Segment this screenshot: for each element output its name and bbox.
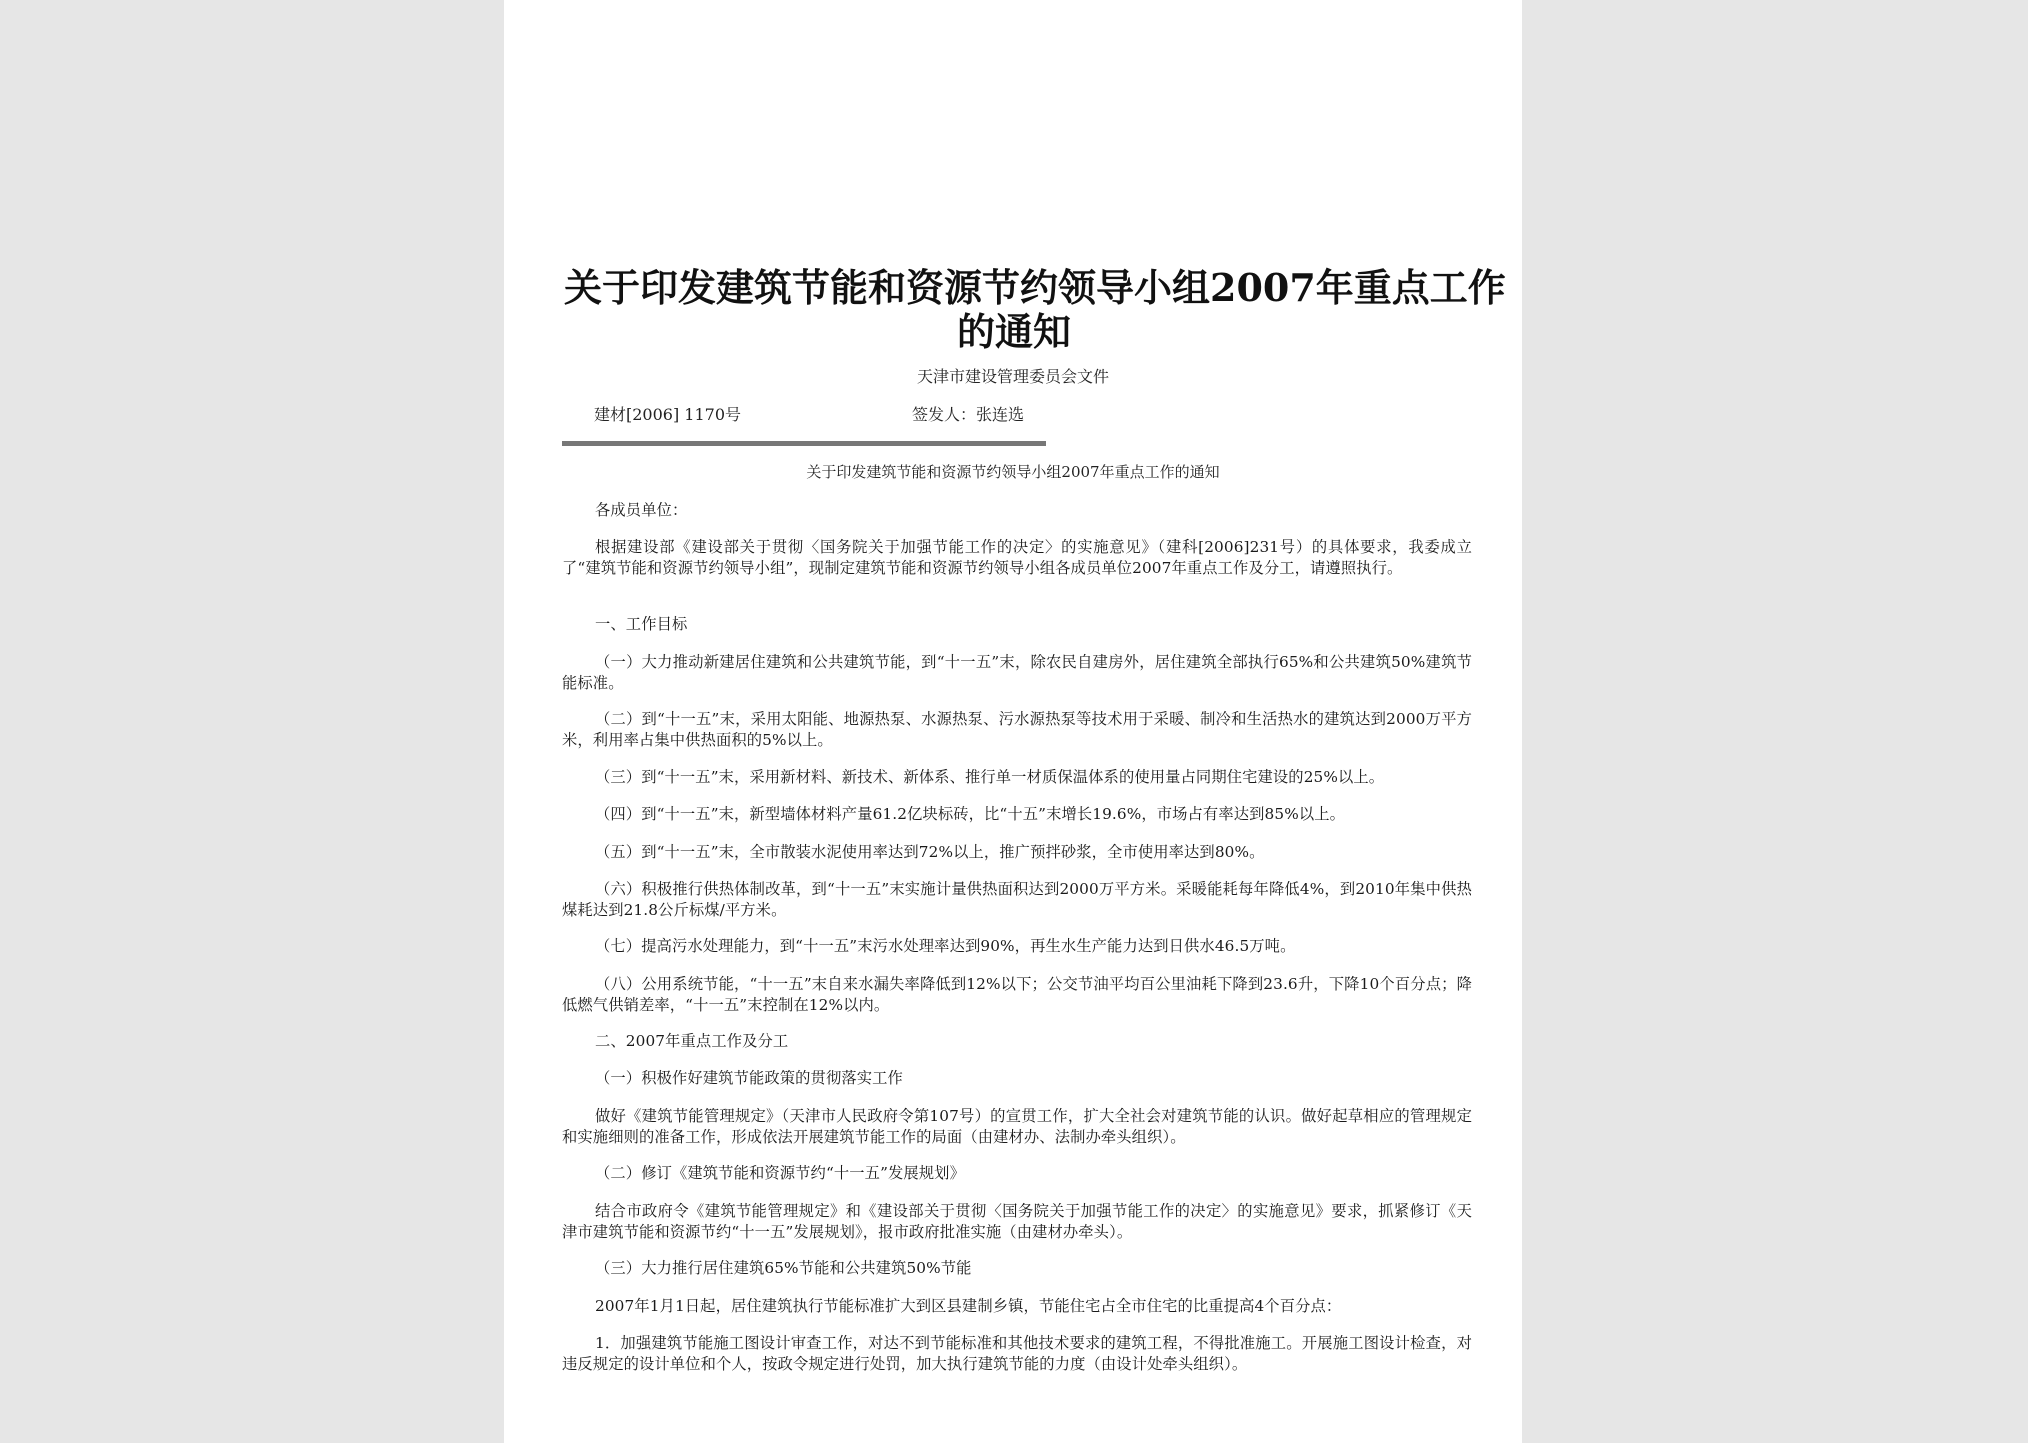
- task-heading-3: （三）大力推行居住建筑65%节能和公共建筑50%节能: [595, 1259, 972, 1277]
- paragraph-intro: 根据建设部《建设部关于贯彻〈国务院关于加强节能工作的决定〉的实施意见》（建科[2006]231号）的具体要求，我委成立了“建筑节能和资源节约领导小组”，现制定建筑节能和资源节约领导小组各成员单位2007年重点工作及分工，请遵照执行。: [562, 538, 1472, 577]
- document-page: [504, 0, 1522, 1443]
- notice-subtitle: 关于印发建筑节能和资源节约领导小组2007年重点工作的通知: [806, 463, 1220, 481]
- section-heading-tasks: 二、2007年重点工作及分工: [595, 1032, 789, 1050]
- paragraph-goal-2: （二）到“十一五”末，采用太阳能、地源热泵、水源热泵、污水源热泵等技术用于采暖、制冷和生活热水的建筑达到2000万平方米，利用率占集中供热面积的5%以上。: [562, 710, 1472, 749]
- paragraph-task-2: 结合市政府令《建筑节能管理规定》和《建设部关于贯彻〈国务院关于加强节能工作的决定〉的实施意见》要求，抓紧修订《天津市建筑节能和资源节约“十一五”发展规划》，报市政府批准实施（由建材办牵头）。: [562, 1202, 1472, 1241]
- paragraph-goal-6: （六）积极推行供热体制改革，到“十一五”末实施计量供热面积达到2000万平方米。采暖能耗每年降低4%，到2010年集中供热煤耗达到21.8公斤标煤/平方米。: [562, 880, 1472, 919]
- document-number: 建材[2006] 1170号: [594, 405, 742, 424]
- paragraph-goal-8: （八）公用系统节能，“十一五”末自来水漏失率降低到12%以下；公交节油平均百公里油耗下降到23.6升，下降10个百分点；降低燃气供销差率，“十一五”末控制在12%以内。: [562, 975, 1472, 1014]
- signer: 签发人：张连选: [912, 405, 1025, 424]
- paragraph-task-1: 做好《建筑节能管理规定》（天津市人民政府令第107号）的宣贯工作，扩大全社会对建筑节能的认识。做好起草相应的管理规定和实施细则的准备工作，形成依法开展建筑节能工作的局面（由建材办、法制办牵头组织）。: [562, 1107, 1472, 1146]
- paragraph-goal-7: （七）提高污水处理能力，到“十一五”末污水处理率达到90%，再生水生产能力达到日供水46.5万吨。: [595, 937, 1296, 955]
- document-title-line-2: 的通知: [956, 309, 1071, 354]
- paragraph-goal-5: （五）到“十一五”末，全市散装水泥使用率达到72%以上，推广预拌砂浆，全市使用率达到80%。: [595, 843, 1265, 861]
- header-divider: [562, 441, 1046, 446]
- salutation: 各成员单位：: [595, 501, 688, 519]
- task-heading-1: （一）积极作好建筑节能政策的贯彻落实工作: [595, 1069, 903, 1087]
- issuer-line: 天津市建设管理委员会文件: [916, 367, 1109, 386]
- paragraph-task-3-item-1: 1．加强建筑节能施工图设计审查工作，对达不到节能标准和其他技术要求的建筑工程，不得批准施工。开展施工图设计检查，对违反规定的设计单位和个人，按政令规定进行处罚，加大执行建筑节能的力度（由设计处牵头组织）。: [562, 1334, 1472, 1373]
- paragraph-task-3: 2007年1月1日起，居住建筑执行节能标准扩大到区县建制乡镇，节能住宅占全市住宅的比重提高4个百分点：: [595, 1297, 1342, 1315]
- task-heading-2: （二）修订《建筑节能和资源节约“十一五”发展规划》: [595, 1164, 965, 1182]
- section-heading-goals: 一、工作目标: [595, 615, 688, 633]
- paragraph-goal-4: （四）到“十一五”末，新型墙体材料产量61.2亿块标砖，比“十五”末增长19.6%，市场占有率达到85%以上。: [595, 805, 1346, 823]
- document-title-line-1: 关于印发建筑节能和资源节约领导小组2007年重点工作: [564, 265, 1506, 310]
- paragraph-goal-1: （一）大力推动新建居住建筑和公共建筑节能，到“十一五”末，除农民自建房外，居住建筑全部执行65%和公共建筑50%建筑节能标准。: [562, 653, 1472, 692]
- paragraph-goal-3: （三）到“十一五”末，采用新材料、新技术、新体系、推行单一材质保温体系的使用量占同期住宅建设的25%以上。: [595, 768, 1385, 786]
